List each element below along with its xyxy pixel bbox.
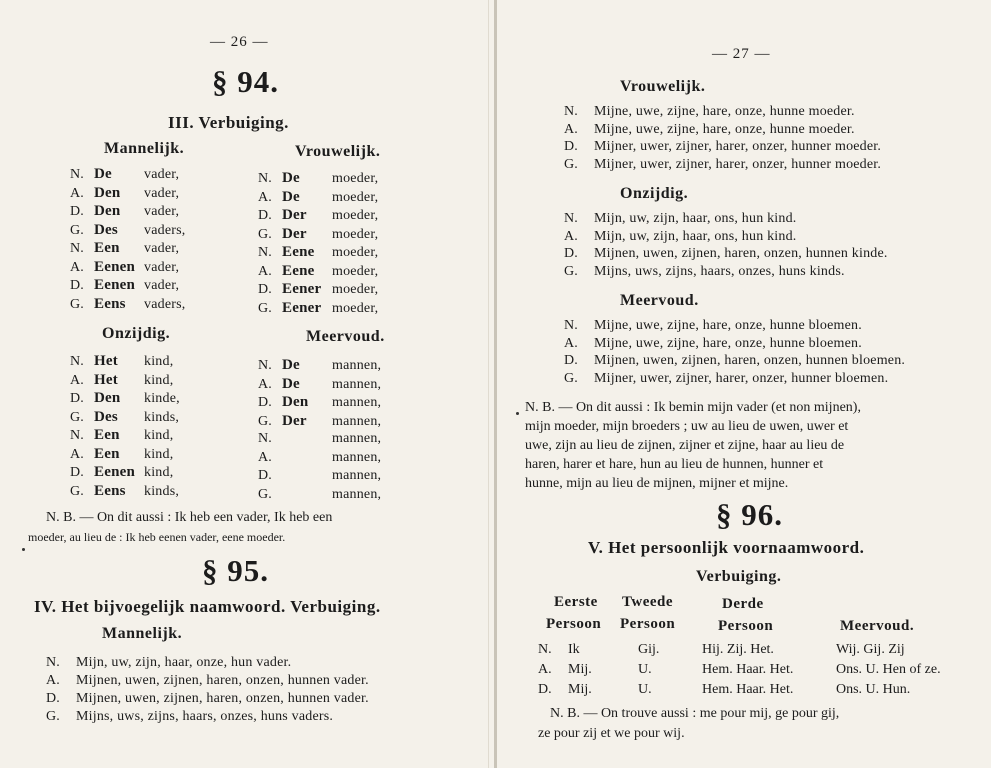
case-label: G. xyxy=(564,156,579,172)
declension-text: Mijn, uw, zijn, haar, onze, hun vader. xyxy=(76,655,292,670)
book-spine xyxy=(494,0,497,768)
declension-text: Mijne, uwe, zijne, hare, onze, hunne moeder. xyxy=(594,104,855,119)
table-cell: Ons. U. Hen of ze. xyxy=(836,662,941,677)
article: Den xyxy=(282,394,309,410)
declension-row xyxy=(70,185,185,204)
noun: kinds, xyxy=(144,483,180,499)
article: Het xyxy=(94,353,118,369)
left-page xyxy=(0,0,490,768)
noun: vader, xyxy=(144,204,180,219)
declension-text: Mijne, uwe, zijne, hare, onze, hunne bloemen. xyxy=(594,318,862,333)
case-label: G. xyxy=(70,483,85,499)
declension-row xyxy=(46,655,369,673)
declension-row xyxy=(564,246,888,264)
declension-row xyxy=(564,336,905,354)
declension-row xyxy=(258,281,378,300)
declension-row xyxy=(70,409,180,428)
declension-row xyxy=(258,487,381,506)
case-label: G. xyxy=(258,300,273,316)
declension-row xyxy=(564,264,888,282)
note-line: haren, harer et hare, hun au lieu de hunnen, hunner et xyxy=(525,457,824,472)
declension-row xyxy=(258,244,378,263)
declension-row xyxy=(70,483,180,502)
declension-row xyxy=(258,263,378,282)
noun: vaders, xyxy=(144,222,186,238)
case-label: N. xyxy=(258,358,273,373)
column-header: Derde xyxy=(722,596,764,612)
case-label: A. xyxy=(70,446,85,462)
declension-row xyxy=(564,157,881,175)
case-label: N. xyxy=(564,104,579,119)
article: Eenen xyxy=(94,277,136,293)
subheading-vrouwelijk: Vrouwelijk. xyxy=(295,143,381,160)
noun: moeder, xyxy=(332,300,379,316)
declension-text: Mijner, uwer, zijner, harer, onzer, hunner moeder. xyxy=(594,139,882,154)
table-cell: Hij. Zij. Het. xyxy=(702,642,774,657)
declension-row xyxy=(564,104,881,122)
subheading-meervoud: Meervoud. xyxy=(306,328,385,345)
section-heading: III. Verbuiging. xyxy=(168,113,289,132)
declension-row xyxy=(258,468,381,487)
article: Eene xyxy=(282,262,315,279)
subheading-mannelijk: Mannelijk. xyxy=(102,625,183,642)
case-label: D. xyxy=(258,468,273,483)
declension-list xyxy=(258,357,381,505)
case-label: G. xyxy=(258,413,273,429)
section-title: § 94. xyxy=(212,64,279,99)
noun: moeder, xyxy=(332,226,379,242)
noun: mannen, xyxy=(332,376,382,392)
noun: moeder, xyxy=(332,245,379,260)
article: De xyxy=(282,375,300,392)
article: Een xyxy=(94,445,120,462)
noun: mannen, xyxy=(332,358,382,373)
subheading-onzijdig: Onzijdig. xyxy=(102,325,171,342)
note-line: mijn moeder, mijn broeders ; uw au lieu de uwen, uwer et xyxy=(525,419,849,434)
column-header: Eerste xyxy=(554,594,598,610)
case-label: A. xyxy=(258,449,273,465)
declension-row xyxy=(70,240,185,259)
case-label: A. xyxy=(258,189,273,205)
article: Den xyxy=(94,390,121,406)
noun: moeder, xyxy=(332,208,379,223)
declension-row xyxy=(70,296,185,315)
declension-text: Mijnen, uwen, zijnen, haren, onzen, hunnen vader. xyxy=(76,673,369,688)
declension-row xyxy=(258,189,378,208)
noun: moeder, xyxy=(332,171,379,186)
case-label: D. xyxy=(70,278,85,293)
declension-row xyxy=(46,691,369,709)
declension-row xyxy=(258,413,381,432)
declension-row xyxy=(46,709,369,727)
case-label: D. xyxy=(70,204,85,219)
column-header: Meervoud. xyxy=(840,618,915,634)
declension-row xyxy=(258,207,378,226)
article: Den xyxy=(94,184,121,201)
table-cell: N. xyxy=(538,642,552,657)
section-heading: V. Het persoonlijk voornaamwoord. xyxy=(588,538,865,557)
declension-text: Mijns, uws, zijns, haars, onzes, huns vaders. xyxy=(76,709,334,724)
noun: vader, xyxy=(144,278,180,293)
declension-text: Mijn, uw, zijn, haar, ons, hun kind. xyxy=(594,228,797,244)
article: Den xyxy=(94,203,121,219)
case-label: D. xyxy=(258,395,273,410)
case-label: G. xyxy=(258,486,273,502)
article: Der xyxy=(282,412,307,429)
case-label: N. xyxy=(70,428,85,443)
right-page xyxy=(500,0,991,768)
noun: mannen, xyxy=(332,449,382,465)
noun: moeder, xyxy=(332,189,379,205)
table-row xyxy=(538,660,990,680)
noun: vader, xyxy=(144,241,180,256)
column-header: Tweede xyxy=(622,594,674,610)
declension-row xyxy=(70,222,185,241)
note-line: hunne, mijn au lieu de mijnen, mijner et mijne. xyxy=(525,476,789,491)
case-label: D. xyxy=(258,282,273,297)
case-label: D. xyxy=(564,353,579,368)
noun: mannen, xyxy=(332,486,382,502)
article: Eenen xyxy=(94,464,136,480)
section-title: § 95. xyxy=(202,553,269,588)
case-label: G. xyxy=(46,709,61,724)
noun: kinde, xyxy=(144,391,180,406)
subheading-mannelijk: Mannelijk. xyxy=(104,140,185,157)
case-label: N. xyxy=(70,241,85,256)
declension-text: Mijner, uwer, zijner, harer, onzer, hunner moeder. xyxy=(594,156,882,172)
note-line: N. B. — On trouve aussi : me pour mij, ge pour gij, xyxy=(550,706,840,721)
article: Des xyxy=(94,221,118,238)
case-label: N. xyxy=(70,167,85,182)
table-row xyxy=(538,680,990,700)
article: De xyxy=(282,170,300,186)
case-label: D. xyxy=(564,139,579,154)
table-cell: Gij. xyxy=(638,642,660,657)
noun: vaders, xyxy=(144,296,186,312)
table-cell: U. xyxy=(638,682,652,697)
table-cell: Hem. Haar. Het. xyxy=(702,662,794,677)
article: De xyxy=(282,188,300,205)
declension-row xyxy=(564,211,888,229)
case-label: A. xyxy=(258,376,273,392)
table-cell: Hem. Haar. Het. xyxy=(702,682,794,697)
subheading-vrouwelijk: Vrouwelijk. xyxy=(620,78,706,95)
declension-row xyxy=(258,300,378,319)
table-cell: U. xyxy=(638,662,652,677)
section-title: § 96. xyxy=(716,497,783,532)
case-label: N. xyxy=(46,655,61,670)
declension-list xyxy=(46,655,369,727)
page-number: — 26 — xyxy=(210,34,269,50)
noun: mannen, xyxy=(332,395,382,410)
page-number: — 27 — xyxy=(712,46,771,62)
declension-row xyxy=(564,318,905,336)
declension-row xyxy=(564,229,888,247)
table-cell: A. xyxy=(538,662,552,677)
table-row xyxy=(538,640,990,660)
subheading-verbuiging: Verbuiging. xyxy=(696,568,782,585)
case-label: A. xyxy=(564,228,579,244)
declension-row xyxy=(70,464,180,483)
case-label: A. xyxy=(564,335,579,351)
case-label: A. xyxy=(46,673,61,688)
declension-row xyxy=(258,357,381,376)
ink-dot xyxy=(22,548,25,551)
article: Eens xyxy=(94,482,126,499)
noun: kind, xyxy=(144,428,174,443)
case-label: G. xyxy=(70,409,85,425)
declension-row xyxy=(70,446,180,465)
declension-text: Mijns, uws, zijns, haars, onzes, huns kinds. xyxy=(594,263,845,279)
declension-row xyxy=(70,166,185,185)
declension-row xyxy=(70,277,185,296)
article: Eene xyxy=(282,244,315,260)
table-cell: Mij. xyxy=(568,682,592,697)
note-line: moeder, au lieu de : Ik heb eenen vader, eene moeder. xyxy=(28,530,286,544)
case-label: N. xyxy=(258,431,273,446)
declension-row xyxy=(564,122,881,140)
noun: kind, xyxy=(144,372,174,388)
noun: mannen, xyxy=(332,431,382,446)
case-label: D. xyxy=(564,246,579,261)
declension-row xyxy=(258,450,381,469)
note-line: uwe, zijn au lieu de zijnen, zijner et zijne, haar au lieu de xyxy=(525,438,845,453)
declension-row xyxy=(70,203,185,222)
declension-list xyxy=(564,318,905,388)
declension-row xyxy=(258,376,381,395)
declension-row xyxy=(46,673,369,691)
table-cell: Mij. xyxy=(568,662,592,677)
noun: vader, xyxy=(144,185,180,201)
declension-text: Mijne, uwe, zijne, hare, onze, hunne moeder. xyxy=(594,121,855,137)
declension-row xyxy=(258,170,378,189)
column-header: Persoon xyxy=(718,618,774,634)
declension-row xyxy=(70,427,180,446)
case-label: G. xyxy=(564,263,579,279)
declension-text: Mijnen, uwen, zijnen, haren, onzen, hunnen bloemen. xyxy=(594,353,906,368)
pronoun-table-grid xyxy=(538,640,990,700)
article: Eens xyxy=(94,295,126,312)
article: Des xyxy=(94,408,118,425)
case-label: N. xyxy=(258,245,273,260)
noun: mannen, xyxy=(332,468,382,483)
declension-list xyxy=(564,211,888,281)
subheading-meervoud: Meervoud. xyxy=(620,292,699,309)
section-heading: IV. Het bijvoegelijk naamwoord. Verbuiging. xyxy=(34,597,381,616)
article: De xyxy=(282,357,300,373)
article: Een xyxy=(94,240,120,256)
article: De xyxy=(94,166,112,182)
declension-text: Mijne, uwe, zijne, hare, onze, hunne bloemen. xyxy=(594,335,862,351)
case-label: D. xyxy=(70,465,85,480)
table-cell: Ons. U. Hun. xyxy=(836,682,911,697)
article: Eener xyxy=(282,281,322,297)
case-label: D. xyxy=(46,691,61,706)
declension-row xyxy=(70,390,180,409)
declension-row xyxy=(564,371,905,389)
noun: kind, xyxy=(144,354,174,369)
noun: vader, xyxy=(144,167,180,182)
table-cell: Wij. Gij. Zij xyxy=(836,642,905,657)
case-label: A. xyxy=(70,259,85,275)
pronoun-table xyxy=(538,640,990,700)
article: Het xyxy=(94,371,118,388)
noun: mannen, xyxy=(332,413,382,429)
case-label: N. xyxy=(258,171,273,186)
case-label: D. xyxy=(258,208,273,223)
case-label: G. xyxy=(70,222,85,238)
table-cell: Ik xyxy=(568,642,580,657)
noun: kinds, xyxy=(144,409,180,425)
case-label: N. xyxy=(564,211,579,226)
declension-row xyxy=(564,139,881,157)
ink-dot xyxy=(516,412,519,415)
declension-list xyxy=(258,170,378,318)
case-label: D. xyxy=(70,391,85,406)
declension-row xyxy=(564,353,905,371)
noun: kind, xyxy=(144,446,174,462)
declension-list xyxy=(70,166,185,314)
declension-row xyxy=(70,259,185,278)
declension-text: Mijnen, uwen, zijnen, haren, onzen, hunnen kinde. xyxy=(594,246,888,261)
note-paragraph xyxy=(525,398,861,493)
declension-row xyxy=(70,353,180,372)
declension-text: Mijn, uw, zijn, haar, ons, hun kind. xyxy=(594,211,797,226)
subheading-onzijdig: Onzijdig. xyxy=(620,185,689,202)
note-line: N. B. — On dit aussi : Ik heb een vader, Ik heb een xyxy=(46,510,333,525)
case-label: A. xyxy=(70,372,85,388)
note-line: N. B. — On dit aussi : Ik bemin mijn vader (et non mijnen), xyxy=(525,400,861,415)
case-label: A. xyxy=(70,185,85,201)
declension-list xyxy=(564,104,881,174)
case-label: A. xyxy=(258,263,273,279)
column-header: Persoon xyxy=(620,616,676,632)
case-label: A. xyxy=(564,121,579,137)
article: Der xyxy=(282,225,307,242)
declension-list xyxy=(70,353,180,501)
column-header: Persoon xyxy=(546,616,602,632)
declension-text: Mijner, uwer, zijner, harer, onzer, hunner bloemen. xyxy=(594,370,889,386)
declension-row xyxy=(258,431,381,450)
article: Der xyxy=(282,207,307,223)
case-label: G. xyxy=(258,226,273,242)
article: Eenen xyxy=(94,258,136,275)
noun: moeder, xyxy=(332,282,379,297)
case-label: N. xyxy=(70,354,85,369)
noun: kind, xyxy=(144,465,174,480)
declension-row xyxy=(258,394,381,413)
declension-text: Mijnen, uwen, zijnen, haren, onzen, hunnen vader. xyxy=(76,691,369,706)
noun: moeder, xyxy=(332,263,379,279)
noun: vader, xyxy=(144,259,180,275)
case-label: G. xyxy=(70,296,85,312)
case-label: N. xyxy=(564,318,579,333)
article: Een xyxy=(94,427,120,443)
article: Eener xyxy=(282,299,322,316)
case-label: G. xyxy=(564,370,579,386)
table-cell: D. xyxy=(538,682,552,697)
declension-row xyxy=(258,226,378,245)
note-line: ze pour zij et we pour wij. xyxy=(538,726,685,741)
declension-row xyxy=(70,372,180,391)
